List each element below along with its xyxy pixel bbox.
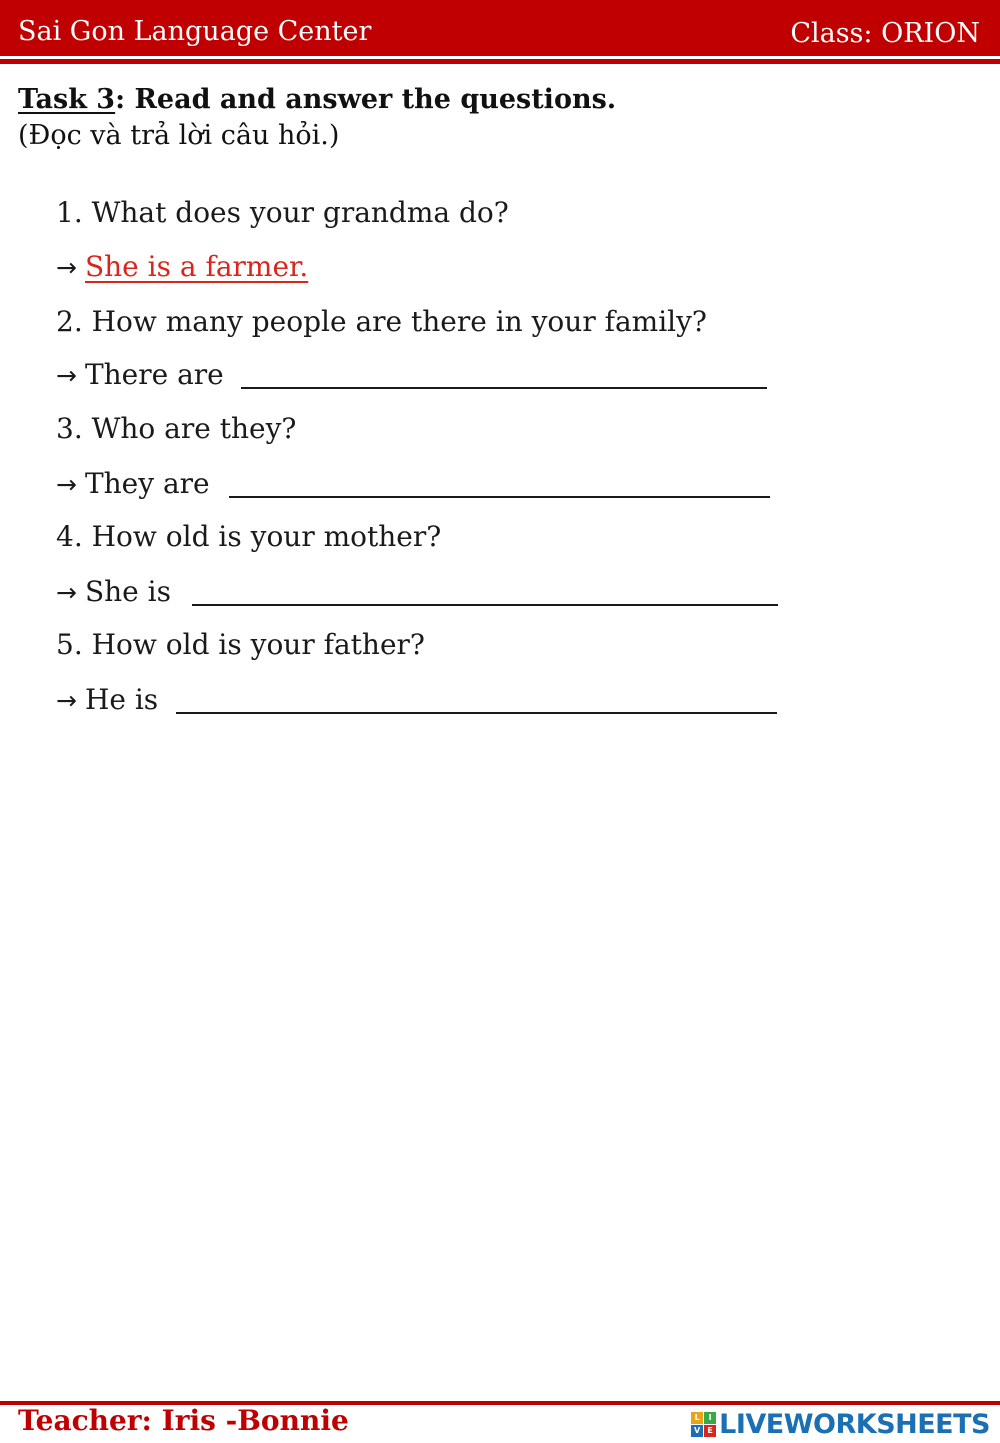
liveworksheets-logo [691, 1407, 990, 1441]
arrow-icon: → [56, 253, 77, 282]
logo-text: LIVEWORKSHEETS [719, 1408, 990, 1440]
answer-1-text: She is a farmer. [84, 250, 309, 283]
task-subtitle: (Đọc và trả lời câu hỏi.) [18, 120, 340, 151]
answer-5-prefix: He is [84, 683, 159, 716]
answer-4-prefix: She is [84, 575, 171, 608]
answer-4-input[interactable] [192, 604, 778, 606]
answer-3-prefix: They are [84, 467, 210, 500]
answer-3-line [56, 467, 210, 500]
answer-2-prefix: There are [84, 358, 224, 391]
school-name: Sai Gon Language Center [18, 16, 372, 47]
arrow-icon: → [56, 686, 77, 715]
task-title-text: : Read and answer the questions. [115, 84, 617, 115]
teacher-name: Teacher: Iris -Bonnie [18, 1404, 349, 1437]
header-divider [0, 59, 1000, 64]
arrow-icon: → [56, 470, 77, 499]
answer-1-line [56, 250, 308, 283]
question-4: 4. How old is your mother? [56, 520, 442, 553]
arrow-icon: → [56, 361, 77, 390]
answer-4-line [56, 575, 171, 608]
question-1: 1. What does your grandma do? [56, 196, 509, 229]
task-number: Task 3 [18, 84, 116, 115]
arrow-icon: → [56, 578, 77, 607]
question-2: 2. How many people are there in your family? [56, 305, 707, 338]
answer-2-input[interactable] [241, 387, 767, 389]
answer-2-line [56, 358, 224, 391]
answer-3-input[interactable] [229, 496, 770, 498]
question-3: 3. Who are they? [56, 412, 297, 445]
question-5: 5. How old is your father? [56, 628, 425, 661]
class-label: Class: ORION [790, 18, 980, 49]
header-bar [0, 0, 1000, 56]
answer-5-input[interactable] [176, 712, 777, 714]
answer-5-line [56, 683, 158, 716]
logo-icon: L I V E [691, 1412, 716, 1437]
task-title [18, 84, 616, 115]
